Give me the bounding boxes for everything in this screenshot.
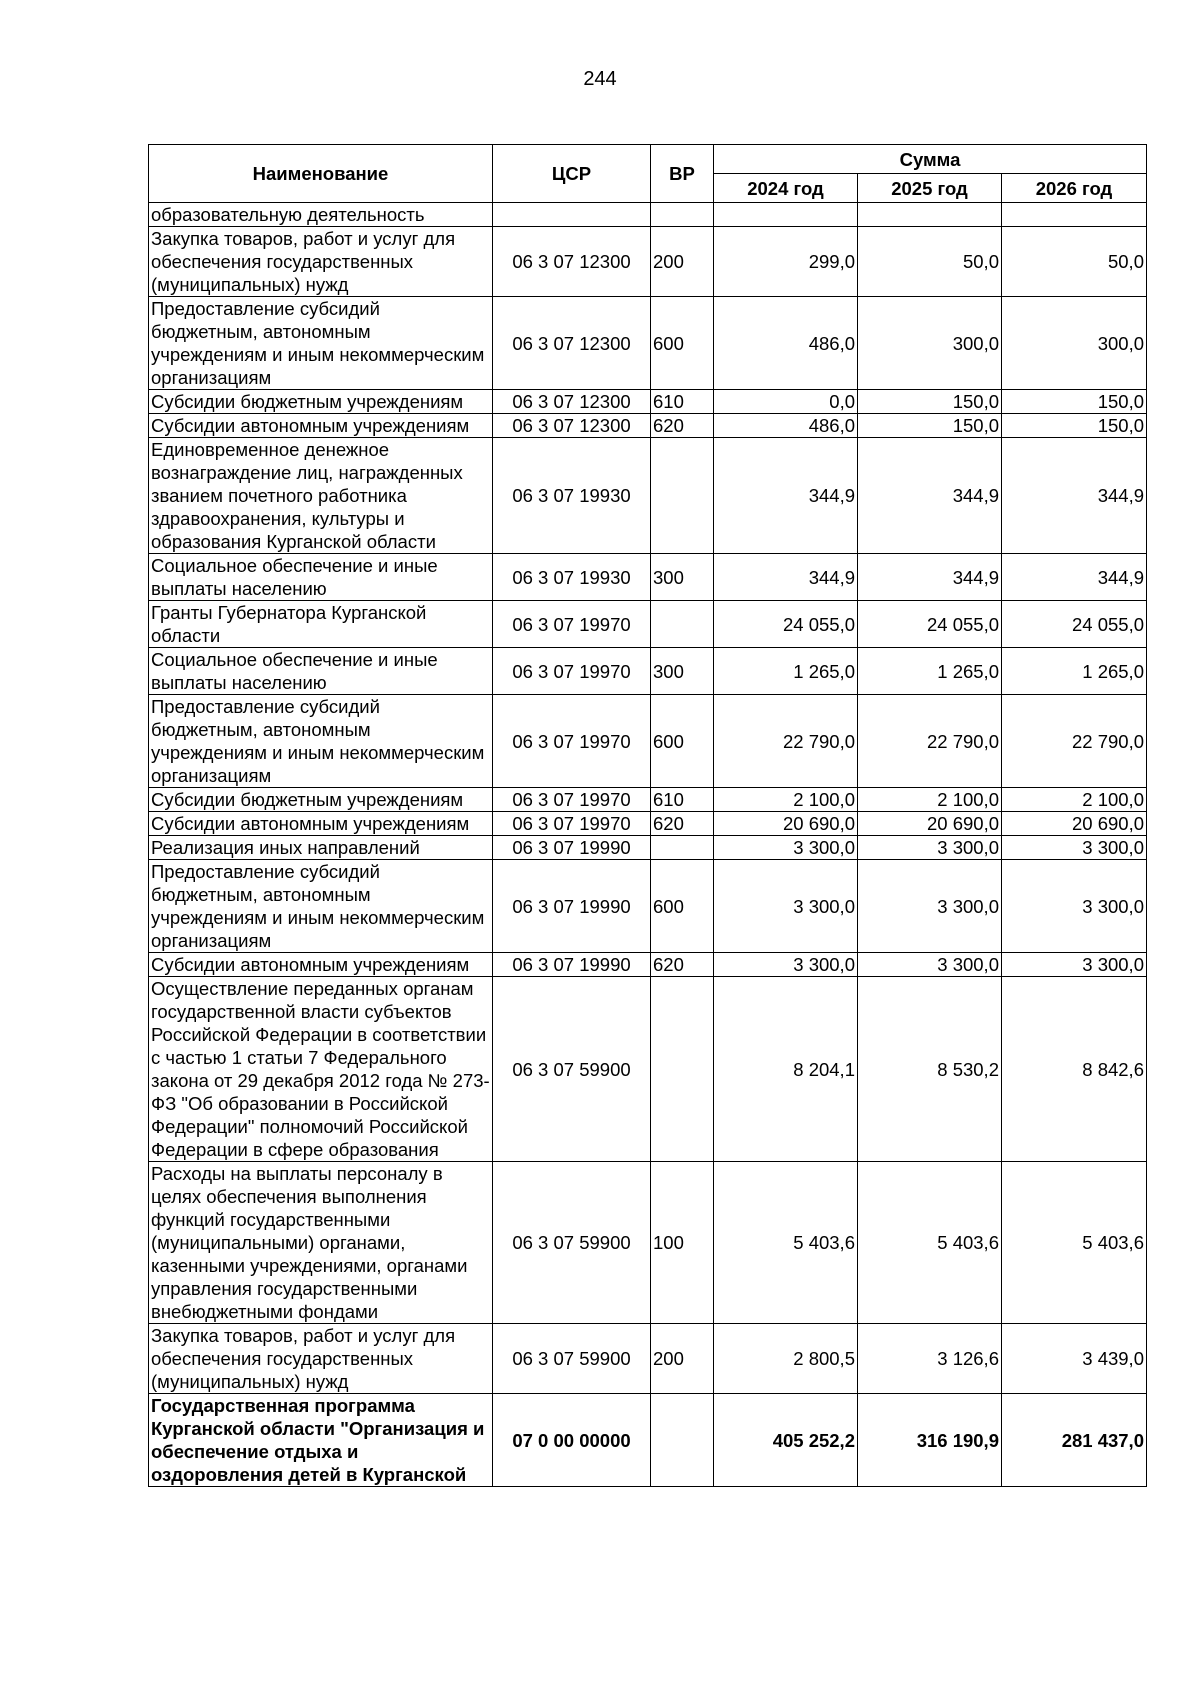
cell-2024: 0,0	[714, 390, 858, 414]
cell-2024: 3 300,0	[714, 860, 858, 953]
cell-2026: 150,0	[1002, 414, 1147, 438]
cell-name: Осуществление переданных органам государственной власти субъектов Российской Федерации в соответствии с частью 1 статьи 7 Федерального закона от 29 декабря 2012 года № 273-ФЗ "Об образовании в Российской Федерации" полномочий Российской Федерации в сфере образования	[149, 977, 493, 1162]
cell-name: Реализация иных направлений	[149, 836, 493, 860]
cell-vr: 200	[651, 1324, 714, 1394]
cell-vr	[651, 977, 714, 1162]
cell-2025: 20 690,0	[858, 812, 1002, 836]
cell-csr: 06 3 07 12300	[493, 390, 651, 414]
cell-csr: 06 3 07 19930	[493, 554, 651, 601]
cell-csr: 06 3 07 12300	[493, 227, 651, 297]
cell-vr: 300	[651, 554, 714, 601]
cell-csr: 06 3 07 19970	[493, 648, 651, 695]
cell-csr: 06 3 07 19970	[493, 695, 651, 788]
cell-vr	[651, 1394, 714, 1487]
cell-2026: 344,9	[1002, 554, 1147, 601]
cell-2025: 3 300,0	[858, 860, 1002, 953]
cell-2025	[858, 203, 1002, 227]
cell-2025: 8 530,2	[858, 977, 1002, 1162]
budget-table	[148, 144, 1147, 1487]
header-year-2024: 2024 год	[714, 174, 858, 203]
cell-vr: 610	[651, 390, 714, 414]
table-row	[149, 812, 1147, 836]
cell-name: Субсидии автономным учреждениям	[149, 953, 493, 977]
table-row	[149, 695, 1147, 788]
table-row	[149, 836, 1147, 860]
header-year-2025: 2025 год	[858, 174, 1002, 203]
cell-2025: 3 126,6	[858, 1324, 1002, 1394]
cell-2024: 2 100,0	[714, 788, 858, 812]
cell-2024: 24 055,0	[714, 601, 858, 648]
header-name: Наименование	[149, 145, 493, 203]
table-row	[149, 953, 1147, 977]
cell-2024: 405 252,2	[714, 1394, 858, 1487]
cell-2024	[714, 203, 858, 227]
cell-name: Субсидии автономным учреждениям	[149, 812, 493, 836]
cell-csr: 06 3 07 12300	[493, 297, 651, 390]
cell-csr: 06 3 07 19990	[493, 836, 651, 860]
cell-2026: 300,0	[1002, 297, 1147, 390]
cell-vr: 100	[651, 1162, 714, 1324]
cell-vr	[651, 438, 714, 554]
cell-2026: 8 842,6	[1002, 977, 1147, 1162]
cell-2025: 22 790,0	[858, 695, 1002, 788]
cell-name: Субсидии бюджетным учреждениям	[149, 390, 493, 414]
cell-2026: 281 437,0	[1002, 1394, 1147, 1487]
cell-vr: 600	[651, 860, 714, 953]
cell-2025: 2 100,0	[858, 788, 1002, 812]
cell-2024: 344,9	[714, 554, 858, 601]
cell-2026: 50,0	[1002, 227, 1147, 297]
cell-vr: 600	[651, 297, 714, 390]
cell-name: Социальное обеспечение и иные выплаты населению	[149, 554, 493, 601]
table-row	[149, 860, 1147, 953]
cell-2024: 299,0	[714, 227, 858, 297]
cell-csr: 06 3 07 19970	[493, 812, 651, 836]
cell-2024: 1 265,0	[714, 648, 858, 695]
table-row	[149, 414, 1147, 438]
cell-2025: 300,0	[858, 297, 1002, 390]
header-year-2026: 2026 год	[1002, 174, 1147, 203]
cell-csr	[493, 203, 651, 227]
cell-2024: 2 800,5	[714, 1324, 858, 1394]
cell-vr: 610	[651, 788, 714, 812]
cell-2025: 316 190,9	[858, 1394, 1002, 1487]
cell-2026: 3 300,0	[1002, 836, 1147, 860]
table-row	[149, 977, 1147, 1162]
cell-2025: 150,0	[858, 390, 1002, 414]
cell-2024: 22 790,0	[714, 695, 858, 788]
cell-2024: 344,9	[714, 438, 858, 554]
cell-csr: 06 3 07 19990	[493, 860, 651, 953]
cell-2026: 24 055,0	[1002, 601, 1147, 648]
cell-2025: 3 300,0	[858, 953, 1002, 977]
cell-2025: 5 403,6	[858, 1162, 1002, 1324]
header-sum: Сумма	[714, 145, 1147, 174]
cell-csr: 06 3 07 19930	[493, 438, 651, 554]
cell-2024: 486,0	[714, 414, 858, 438]
cell-2025: 150,0	[858, 414, 1002, 438]
table-row	[149, 554, 1147, 601]
cell-2026: 5 403,6	[1002, 1162, 1147, 1324]
cell-name: Расходы на выплаты персоналу в целях обеспечения выполнения функций государственными (муниципальными) органами, казенными учреждениями, органами управления государственными внебюджетными фондами	[149, 1162, 493, 1324]
cell-csr: 06 3 07 19970	[493, 788, 651, 812]
table-row	[149, 601, 1147, 648]
cell-2025: 50,0	[858, 227, 1002, 297]
cell-name: Социальное обеспечение и иные выплаты населению	[149, 648, 493, 695]
table-row	[149, 297, 1147, 390]
header-csr: ЦСР	[493, 145, 651, 203]
cell-name: Закупка товаров, работ и услуг для обеспечения государственных (муниципальных) нужд	[149, 1324, 493, 1394]
cell-2025: 344,9	[858, 438, 1002, 554]
cell-2026: 22 790,0	[1002, 695, 1147, 788]
cell-2025: 1 265,0	[858, 648, 1002, 695]
cell-2025: 24 055,0	[858, 601, 1002, 648]
table-body	[149, 203, 1147, 1487]
cell-name: Предоставление субсидий бюджетным, автономным учреждениям и иным некоммерческим организациям	[149, 695, 493, 788]
cell-name: Единовременное денежное вознаграждение лиц, награжденных званием почетного работника здравоохранения, культуры и образования Курганской области	[149, 438, 493, 554]
cell-vr: 200	[651, 227, 714, 297]
cell-vr	[651, 203, 714, 227]
cell-name: Предоставление субсидий бюджетным, автономным учреждениям и иным некоммерческим организациям	[149, 297, 493, 390]
cell-2026: 1 265,0	[1002, 648, 1147, 695]
cell-2026: 150,0	[1002, 390, 1147, 414]
cell-2024: 5 403,6	[714, 1162, 858, 1324]
cell-vr	[651, 601, 714, 648]
cell-csr: 06 3 07 59900	[493, 977, 651, 1162]
cell-2026: 2 100,0	[1002, 788, 1147, 812]
cell-vr: 620	[651, 812, 714, 836]
cell-2026: 3 439,0	[1002, 1324, 1147, 1394]
table-row	[149, 1394, 1147, 1487]
cell-2026	[1002, 203, 1147, 227]
cell-2026: 344,9	[1002, 438, 1147, 554]
cell-vr: 600	[651, 695, 714, 788]
cell-csr: 06 3 07 59900	[493, 1162, 651, 1324]
page-number: 244	[583, 68, 617, 90]
cell-vr: 620	[651, 953, 714, 977]
cell-2025: 3 300,0	[858, 836, 1002, 860]
table-row	[149, 438, 1147, 554]
header-vr: ВР	[651, 145, 714, 203]
table-row	[149, 1324, 1147, 1394]
cell-2024: 3 300,0	[714, 953, 858, 977]
cell-csr: 06 3 07 19990	[493, 953, 651, 977]
cell-name: Предоставление субсидий бюджетным, автономным учреждениям и иным некоммерческим организациям	[149, 860, 493, 953]
table-row	[149, 390, 1147, 414]
cell-vr: 300	[651, 648, 714, 695]
cell-name: Государственная программа Курганской области "Организация и обеспечение отдыха и оздоровления детей в Курганской	[149, 1394, 493, 1487]
table-row	[149, 788, 1147, 812]
cell-csr: 07 0 00 00000	[493, 1394, 651, 1487]
cell-2026: 3 300,0	[1002, 953, 1147, 977]
cell-2026: 3 300,0	[1002, 860, 1147, 953]
cell-name: Субсидии автономным учреждениям	[149, 414, 493, 438]
cell-2024: 8 204,1	[714, 977, 858, 1162]
cell-csr: 06 3 07 19970	[493, 601, 651, 648]
table-row	[149, 1162, 1147, 1324]
table-row	[149, 203, 1147, 227]
cell-vr: 620	[651, 414, 714, 438]
table-row	[149, 227, 1147, 297]
cell-2026: 20 690,0	[1002, 812, 1147, 836]
table-row	[149, 648, 1147, 695]
cell-2024: 3 300,0	[714, 836, 858, 860]
cell-2025: 344,9	[858, 554, 1002, 601]
cell-name: Гранты Губернатора Курганской области	[149, 601, 493, 648]
cell-name: Закупка товаров, работ и услуг для обеспечения государственных (муниципальных) нужд	[149, 227, 493, 297]
cell-2024: 20 690,0	[714, 812, 858, 836]
cell-name: образовательную деятельность	[149, 203, 493, 227]
cell-csr: 06 3 07 59900	[493, 1324, 651, 1394]
cell-name: Субсидии бюджетным учреждениям	[149, 788, 493, 812]
cell-2024: 486,0	[714, 297, 858, 390]
cell-csr: 06 3 07 12300	[493, 414, 651, 438]
cell-vr	[651, 836, 714, 860]
